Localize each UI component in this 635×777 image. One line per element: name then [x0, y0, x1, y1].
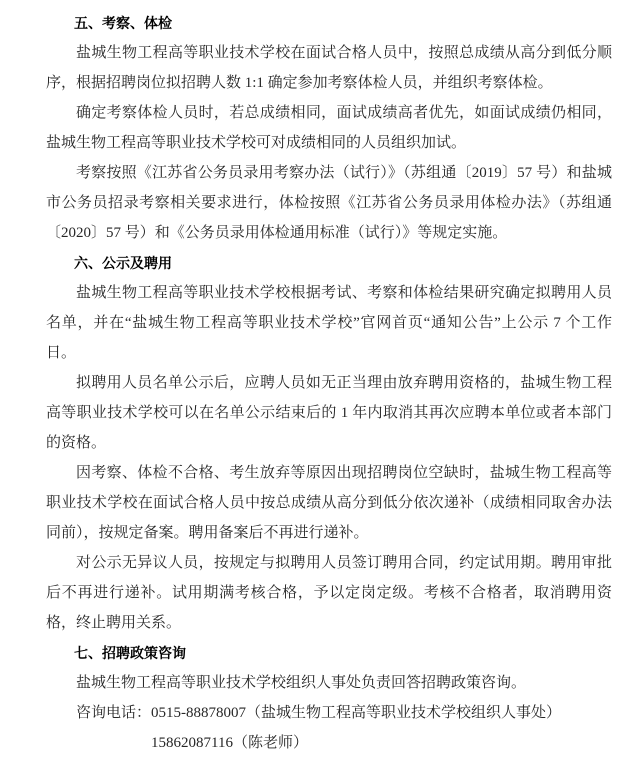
paragraph-contact-mobile: 15862087116（陈老师） — [151, 735, 308, 751]
section-heading-publicity-employment: 六、公示及聘用 — [74, 255, 172, 271]
paragraph-consultation-phone: 咨询电话：0515-88878007（盐城生物工程高等职业技术学校组织人事处） — [76, 705, 561, 721]
paragraph: 盐城生物工程高等职业技术学校在面试合格人员中，按照总成绩从高分到低分顺序，根据招聘岗位拟招聘人数 1:1 确定参加考察体检人员，并组织考察体检。 — [46, 45, 612, 91]
section-heading-policy-consultation: 七、招聘政策咨询 — [74, 645, 186, 661]
paragraph: 盐城生物工程高等职业技术学校根据考试、考察和体检结果研究确定拟聘用人员名单，并在“盐城生物工程高等职业技术学校”官网首页“通知公告”上公示 7 个工作日。 — [46, 285, 612, 361]
paragraph: 确定考察体检人员时，若总成绩相同，面试成绩高者优先，如面试成绩仍相同，盐城生物工程高等职业技术学校可对成绩相同的人员组织加试。 — [46, 105, 612, 151]
paragraph: 因考察、体检不合格、考生放弃等原因出现招聘岗位空缺时，盐城生物工程高等职业技术学校在面试合格人员中按总成绩从高分到低分依次递补（成绩相同取舍办法同前），按规定备案。聘用备案后不再进行递补。 — [46, 465, 612, 541]
paragraph: 对公示无异议人员，按规定与拟聘用人员签订聘用合同，约定试用期。聘用审批后不再进行递补。试用期满考核合格，予以定岗定级。考核不合格者，取消聘用资格，终止聘用关系。 — [46, 555, 612, 631]
paragraph: 考察按照《江苏省公务员录用考察办法（试行）》（苏组通〔2019〕57 号）和盐城市公务员招录考察相关要求进行，体检按照《江苏省公务员录用体检办法》（苏组通〔2020〕57 号）和《公务员录用体检通用标准（试行）》等规定实施。 — [46, 165, 612, 241]
paragraph: 拟聘用人员名单公示后，应聘人员如无正当理由放弃聘用资格的，盐城生物工程高等职业技术学校可以在名单公示结束后的 1 年内取消其再次应聘本单位或者本部门的资格。 — [46, 375, 612, 451]
section-heading-inspection-physical: 五、考察、体检 — [74, 15, 172, 31]
paragraph: 盐城生物工程高等职业技术学校组织人事处负责回答招聘政策咨询。 — [76, 675, 527, 691]
